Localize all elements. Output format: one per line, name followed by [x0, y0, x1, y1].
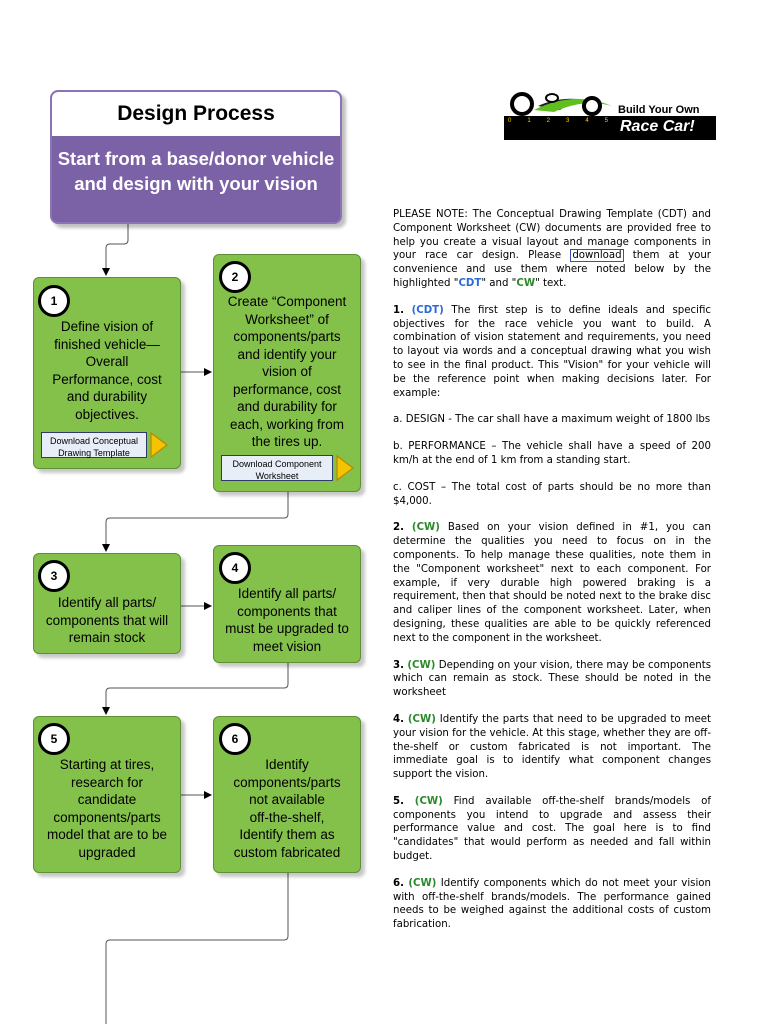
ruler-digit: 2	[546, 118, 550, 124]
step-text-line: Define vision of	[60, 319, 154, 334]
step-text-line: not available	[249, 792, 325, 807]
item-text: Identify the parts that need to be upgraded to meet your vision for the vehicle. At this stage, whether they are off-the-shelf or custom fabricated is not important. The immediate goal is to identify what component changes support the vision.	[393, 713, 711, 781]
step-text-line: Identify all parts/	[237, 586, 337, 601]
please-note-paragraph	[393, 208, 711, 291]
step-text-line: off-the-shelf,	[249, 809, 325, 825]
step-text-line: Worksheet” of	[245, 311, 329, 327]
item-number: 6.	[393, 877, 404, 889]
step-text-line: components/parts	[233, 774, 341, 790]
step-text-line: components/parts	[53, 809, 161, 825]
step-text-line: components that	[237, 603, 337, 619]
step-4-paragraph	[393, 713, 711, 782]
race-car-logo	[504, 88, 716, 142]
step-text-line: Starting at tires,	[59, 757, 155, 772]
subtitle-line: Start from a base/donor vehicle	[57, 148, 335, 169]
step-6-paragraph	[393, 877, 711, 932]
example-b: b. PERFORMANCE – The vehicle shall have a speed of 200 km/h at the end of 1 km from a standing start.	[393, 441, 711, 466]
item-text: The first step is to define ideals and specific objectives for the race vehicle you want to build. A combination of vision statement and requirements, you need to layout via words and a conceptual drawing what you wish to see in the final product. This "Vision" for your vehicle will be the reference point when making decisions later. For example:	[393, 304, 711, 399]
step-4-box	[213, 545, 361, 663]
cw-tag: (CW)	[411, 522, 440, 534]
button-line: Download Component	[232, 459, 322, 469]
item-text: Depending on your vision, there may be components which can remain as stock. These should be noted in the worksheet	[393, 659, 711, 699]
step-number-badge: 4	[219, 552, 251, 584]
step-2-paragraph	[393, 521, 711, 645]
download-link[interactable]: download	[572, 250, 622, 262]
step-text-line: vision of	[262, 364, 312, 379]
ruler-digit: 4	[585, 118, 589, 124]
step-text-line: components that will	[45, 612, 169, 628]
step-text-line: Identify them as	[239, 827, 335, 842]
item-text: Based on your vision defined in #1, you can determine the qualities you need to focus on in the components. To help manage these qualities, note them in the "Component worksheet" next to each component. For example, if very durable high powered braking is a requirement, then that should be noted next to the brake disc and caliper lines of the component worksheet. Later, when designing, these qualities are able to be quickly referenced next to the component in the worksheet.	[393, 522, 711, 644]
download-conceptual-drawing-button[interactable]	[41, 432, 147, 458]
cw-tag: (CW)	[407, 713, 436, 725]
step-6-text	[214, 756, 360, 861]
button-line: Download Conceptual	[49, 436, 139, 446]
example-c: c. COST – The total cost of parts should be no more than $4,000.	[393, 481, 711, 507]
step-text-line: remain stock	[68, 630, 146, 645]
step-text-line: upgraded	[78, 844, 136, 860]
instructions-column	[393, 208, 711, 945]
step-text-line: candidate	[77, 792, 137, 807]
item-number: 3.	[393, 659, 404, 671]
logo-line2: Race Car!	[620, 118, 695, 135]
page-title: Design Process	[117, 102, 275, 125]
logo-ruler	[508, 118, 608, 124]
cw-tag: (CW)	[407, 659, 436, 671]
item-text: Identify components which do not meet your vision with off-the-shelf brands/models. The performance gained needs to be weighed against the additional costs of custom fabrication.	[393, 877, 711, 931]
step-text-line: research for	[70, 774, 144, 790]
logo-line1: Build Your Own	[618, 104, 700, 116]
button-line: Drawing Template	[58, 448, 130, 458]
step-6-box	[213, 716, 361, 873]
play-arrow-icon[interactable]	[149, 431, 169, 459]
ruler-digit: 5	[604, 118, 608, 124]
text-run: " text.	[535, 277, 567, 289]
button-line: Worksheet	[255, 471, 299, 481]
play-arrow-icon[interactable]	[335, 454, 355, 482]
step-text-line: the tires up.	[251, 434, 323, 449]
step-4-text	[214, 585, 360, 655]
cdt-tag: (CDT)	[411, 304, 444, 316]
text-run: " and "	[481, 277, 517, 289]
design-process-subtitle	[52, 136, 340, 196]
text-run: PLEASE NOTE: The Conceptual Drawing Template (CDT) and Component Worksheet (CW) documents are provided free to help you create a visual layout and manage components in your race car design. Please	[393, 209, 711, 262]
step-3-paragraph	[393, 659, 711, 700]
step-text-line: Create “Component	[227, 294, 347, 309]
step-text-line: and durability	[66, 389, 148, 404]
cw-tag: (CW)	[414, 795, 443, 807]
item-number: 5.	[393, 795, 404, 807]
cw-tag: (CW)	[408, 877, 437, 889]
item-number: 1.	[393, 304, 404, 316]
step-text-line: model that are to be	[46, 827, 168, 842]
step-1-box	[33, 277, 181, 469]
step-5-paragraph	[393, 795, 711, 864]
step-text-line: and durability for	[237, 399, 337, 414]
step-text-line: custom fabricated	[233, 844, 341, 860]
step-2-box	[213, 254, 361, 492]
step-text-line: Identify all parts/	[57, 595, 157, 610]
step-text-line: must be upgraded to	[225, 621, 349, 636]
example-a: a. DESIGN - The car shall have a maximum weight of 1800 lbs	[393, 414, 711, 426]
cw-highlight: CW	[516, 277, 536, 289]
step-5-text	[34, 756, 180, 861]
step-text-line: performance, cost	[232, 381, 342, 397]
item-text: Find available off-the-shelf brands/models of components you intend to upgrade and assess their performance value and cost. The goal here is to find "candidates" that would perform as needed and fall within budget.	[393, 795, 711, 863]
step-5-box	[33, 716, 181, 873]
step-text-line: objectives.	[75, 406, 139, 422]
step-text-line: Identify	[265, 757, 309, 772]
step-number-badge: 6	[219, 723, 251, 755]
step-2-text	[214, 293, 360, 451]
step-1-text	[34, 318, 180, 423]
step-text-line: meet vision	[252, 638, 322, 654]
item-number: 2.	[393, 522, 404, 534]
ruler-digit: 1	[527, 118, 531, 124]
item-number: 4.	[393, 713, 404, 725]
step-text-line: finished vehicle—	[54, 336, 160, 352]
step-number-badge: 1	[38, 285, 70, 317]
step-text-line: Overall	[85, 354, 129, 369]
step-text-line: components/parts	[233, 329, 341, 344]
step-text-line: and identify your	[237, 346, 337, 362]
ruler-digit: 3	[565, 118, 570, 124]
text-run: them at your convenience and use them where noted below by the highlighted "	[393, 250, 711, 289]
design-process-title-bar	[52, 92, 340, 136]
step-number-badge: 5	[38, 723, 70, 755]
step-number-badge: 3	[38, 560, 70, 592]
step-text-line: each, working from	[229, 416, 345, 432]
step-3-text	[34, 594, 180, 647]
step-number-badge: 2	[219, 261, 251, 293]
step-1-paragraph	[393, 304, 711, 401]
design-process-card	[50, 90, 342, 224]
download-component-worksheet-button[interactable]	[221, 455, 333, 481]
subtitle-line: and design with your vision	[74, 173, 318, 194]
step-text-line: Performance, cost	[52, 371, 162, 387]
ruler-digit: 0	[508, 118, 512, 124]
cdt-highlight: CDT	[458, 277, 482, 289]
step-3-box	[33, 553, 181, 654]
